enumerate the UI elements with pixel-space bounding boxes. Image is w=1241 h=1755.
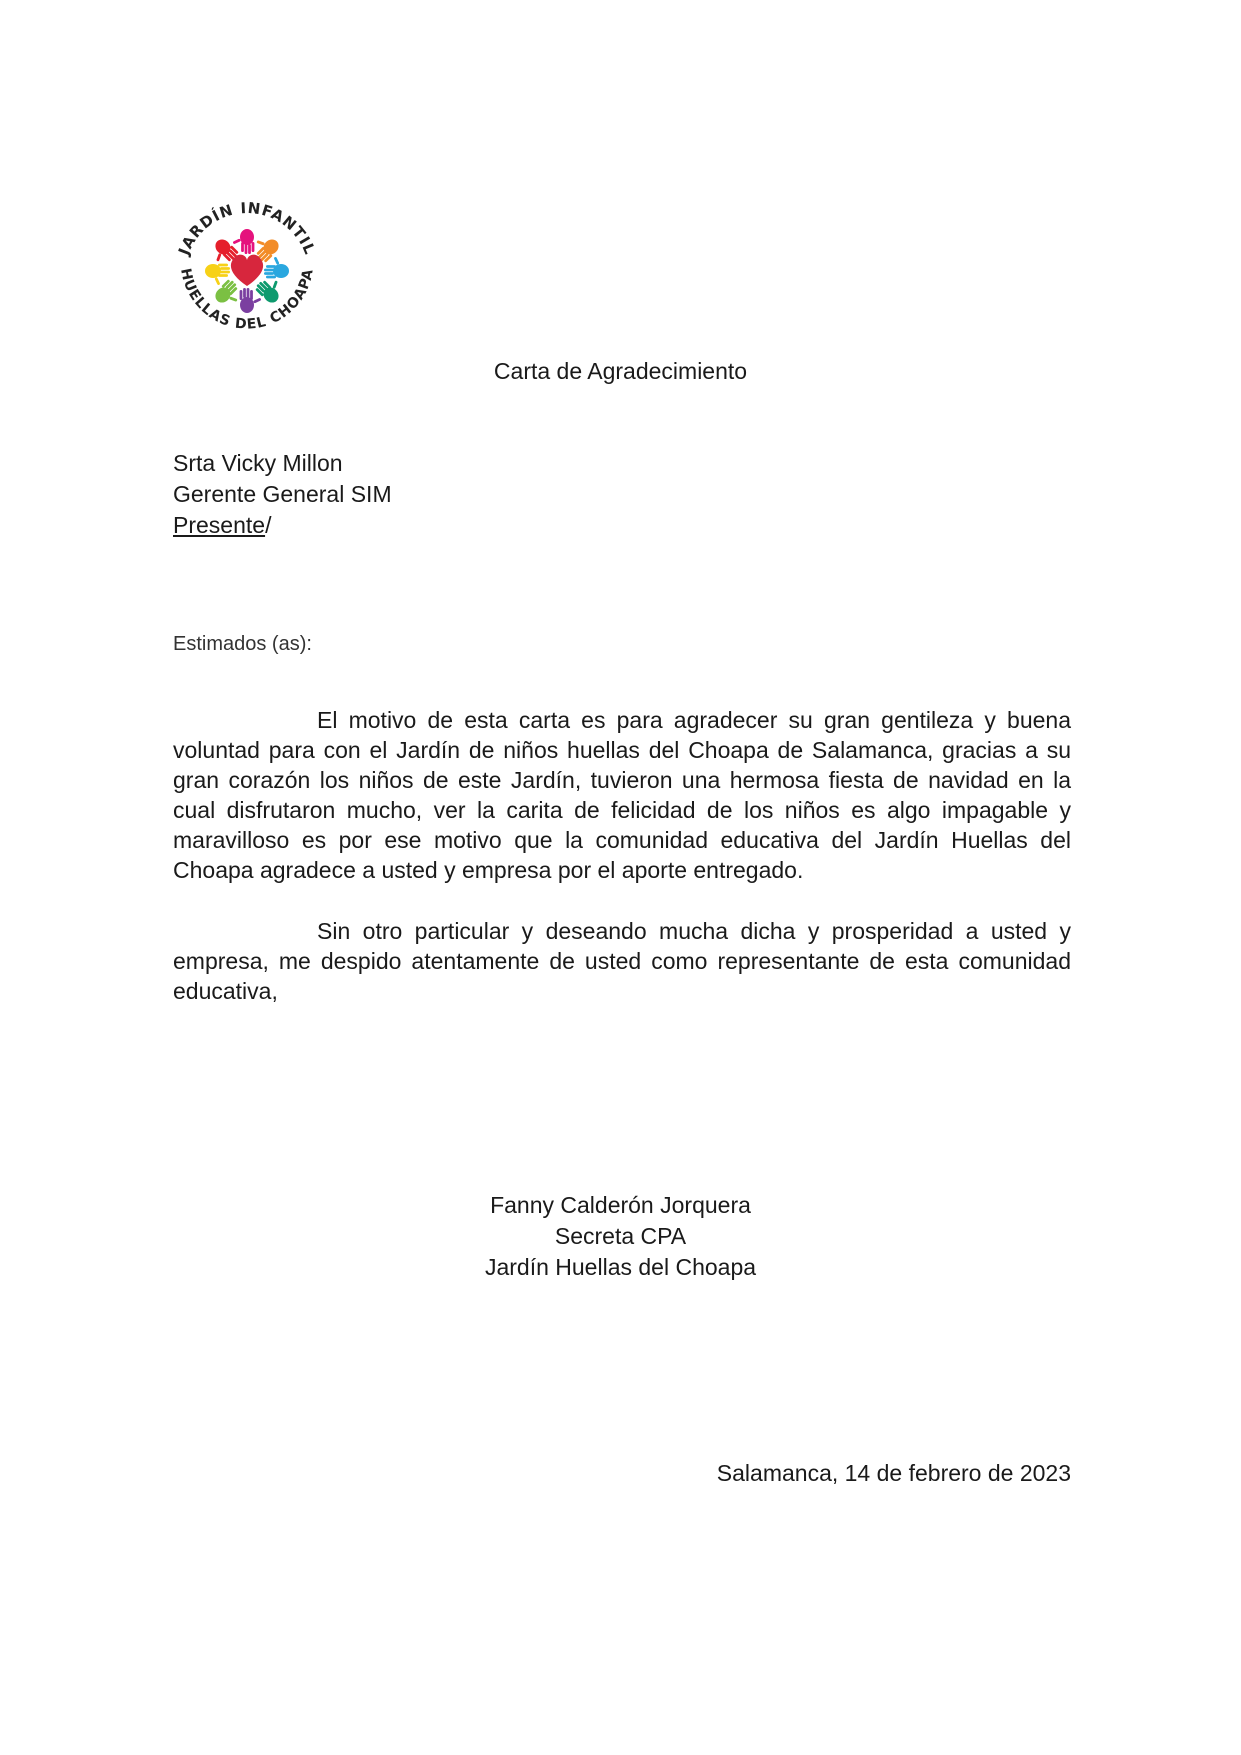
logo-bottom-text: HUELLAS DEL CHOAPA: [177, 266, 317, 333]
recipient-name: Srta Vicky Millon: [173, 450, 343, 476]
recipient-presente: [173, 510, 392, 541]
jardin-huellas-logo: [172, 186, 322, 346]
signer-name: Fanny Calderón Jorquera: [490, 1192, 751, 1218]
body-paragraph-2: Sin otro particular y deseando mucha dicha y prosperidad a usted y empresa, me despido atentamente de usted como representante de esta comunidad educativa,: [173, 918, 1071, 1004]
place-and-date: Salamanca, 14 de febrero de 2023: [716, 1460, 1071, 1486]
signature-block: [0, 1190, 1241, 1283]
body-paragraph-1: El motivo de esta carta es para agradecer su gran gentileza y buena voluntad para con el Jardín de niños huellas del Choapa de Salamanca, gracias a su gran corazón los niños de este Jardín, tuvieron una hermosa fiesta de navidad en la cual disfrutaron mucho, ver la carita de felicidad de los niños es algo impagable y maravilloso es por ese motivo que la comunidad educativa del Jardín Huellas del Choapa agradece a usted y empresa por el aporte entregado.: [173, 707, 1071, 883]
presente-suffix: /: [265, 512, 272, 538]
recipient-position: Gerente General SIM: [173, 481, 392, 507]
recipient-block: [173, 448, 392, 541]
letter-title: Carta de Agradecimiento: [493, 358, 748, 384]
signer-organization: Jardín Huellas del Choapa: [484, 1254, 757, 1280]
presente-word: Presente: [173, 512, 266, 538]
logo-top-text: JARDÍN INFANTIL: [174, 198, 320, 258]
heart-icon: [231, 255, 263, 286]
greeting: Estimados (as):: [173, 633, 312, 655]
signer-role: Secreta CPA: [554, 1223, 687, 1249]
